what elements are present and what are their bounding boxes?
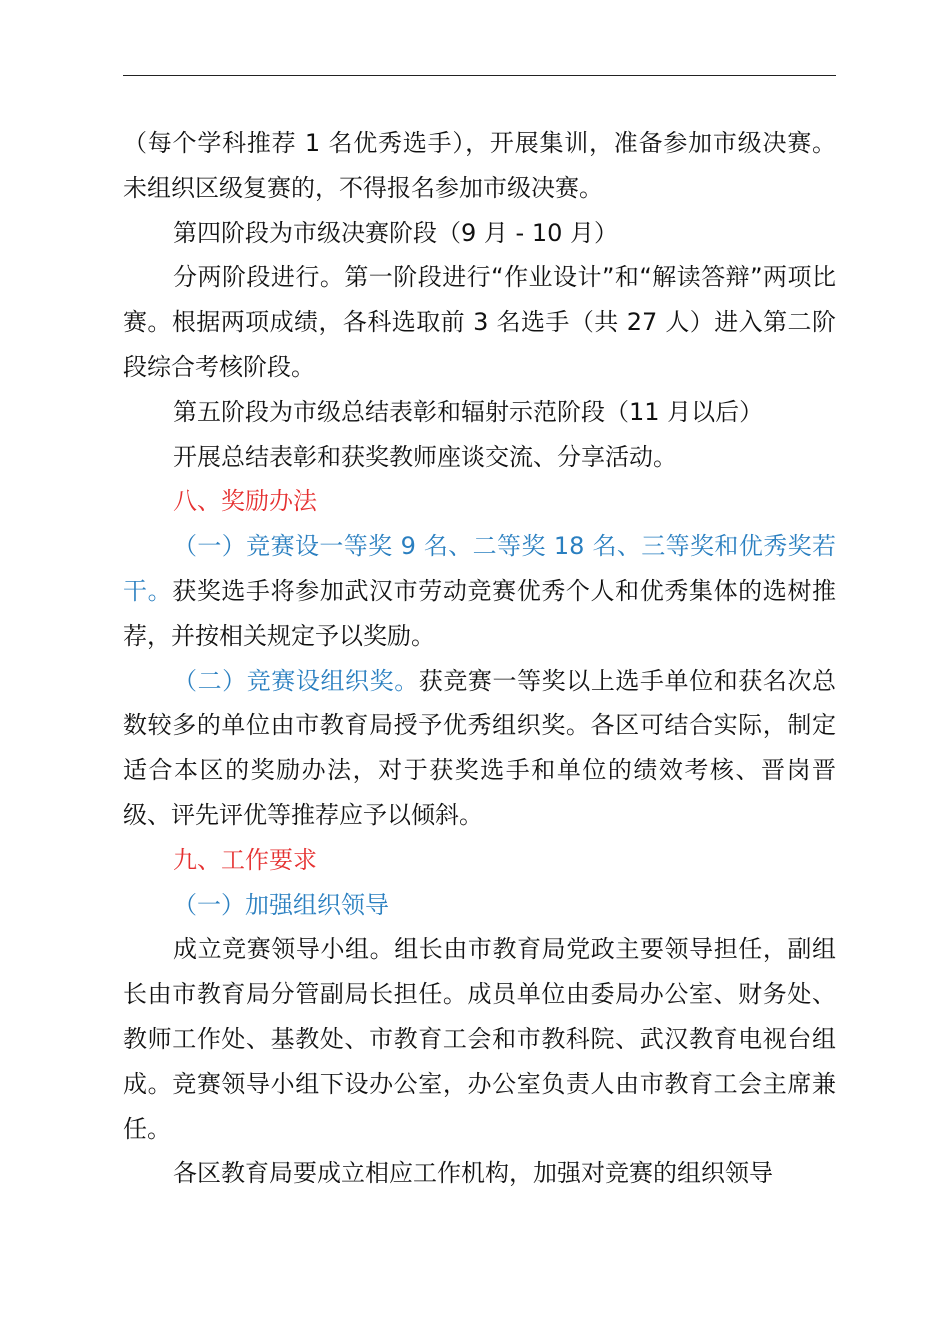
paragraph-stage-4: 第四阶段为市级决赛阶段（9 月 - 10 月） <box>173 218 618 247</box>
paragraph-awards: （一）竞赛设一等奖 9 名、二等奖 18 名、三等奖和优秀奖若干。获奖选手将参加武汉市劳动竞赛优秀个人和优秀集体的选树推荐，并按相关规定予以奖励。 <box>123 532 837 650</box>
paragraph-1: （每个学科推荐 1 名优秀选手），开展集训，准备参加市级决赛。未组织区级复赛的，不得报名参加市级决赛。 <box>123 129 836 202</box>
paragraph-organization-award: （二）竞赛设组织奖。获竞赛一等奖以上选手单位和获名次总数较多的单位由市教育局授予优秀组织奖。各区可结合实际，制定适合本区的奖励办法，对于获奖选手和单位的绩效考核、晋岗晋级、评先评优等推荐应予以倾斜。 <box>123 666 837 829</box>
subheading-organization-award: （二）竞赛设组织奖。 <box>173 666 419 695</box>
paragraph-leadership-group: 成立竞赛领导小组。组长由市教育局党政主要领导担任，副组长由市教育局分管副局长担任。成员单位由委局办公室、财务处、教师工作处、基教处、市教育工会和市教科院、武汉教育电视台组成。竞赛领导小组下设办公室，办公室负责人由市教育工会主席兼任。 <box>123 935 836 1143</box>
section-heading-requirements: 九、工作要求 <box>173 845 317 874</box>
document-body <box>123 121 836 1196</box>
paragraph-stage-5: 第五阶段为市级总结表彰和辐射示范阶段（11 月以后） <box>173 397 764 426</box>
paragraph-stage-5-detail: 开展总结表彰和获奖教师座谈交流、分享活动。 <box>173 442 677 471</box>
paragraph-district-bureaus: 各区教育局要成立相应工作机构，加强对竞赛的组织领导 <box>173 1159 773 1188</box>
subheading-leadership: （一）加强组织领导 <box>173 890 389 919</box>
subheading-awards: （一）竞赛设一等奖 9 名、二等奖 18 名、三等奖和优秀奖若干。 <box>123 532 836 605</box>
header-rule <box>123 75 836 76</box>
paragraph-stage-4-detail: 分两阶段进行。第一阶段进行“作业设计”和“解读答辩”两项比赛。根据两项成绩，各科选取前 3 名选手（共 27 人）进入第二阶段综合考核阶段。 <box>123 263 836 381</box>
section-heading-rewards: 八、奖励办法 <box>173 487 317 516</box>
